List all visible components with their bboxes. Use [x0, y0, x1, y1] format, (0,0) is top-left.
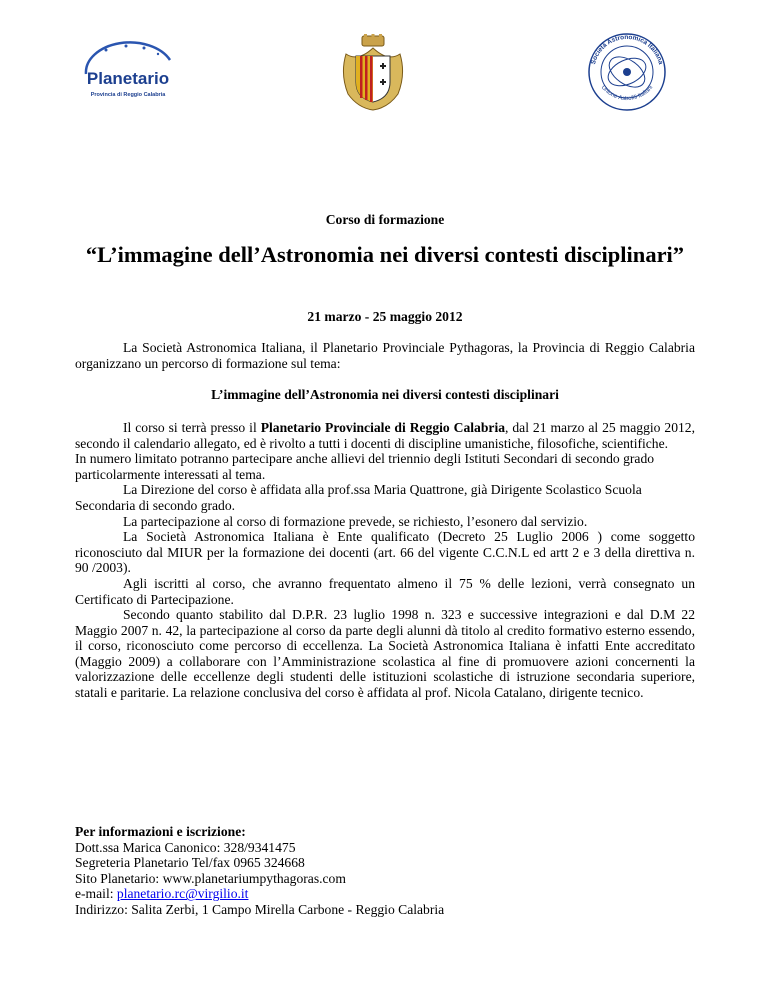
planetario-logo-text: Planetario [86, 69, 170, 88]
document-title: “L’immagine dell’Astronomia nei diversi contesti disciplinari” [85, 241, 685, 267]
paragraph-direction: La Direzione del corso è affidata alla prof.ssa Maria Quattrone, già Dirigente Scolastico Scuola Secondaria di secondo grado. [75, 482, 642, 513]
paragraph-certificate: Agli iscritti al corso, che avranno frequentato almeno il 75 % delle lezioni, verrà consegnato un Certificato di Partecipazione. [75, 575, 695, 607]
course-topic: L’immagine dell’Astronomia nei diversi contesti disciplinari [211, 387, 559, 403]
contact-segreteria: Segreteria Planetario Tel/fax 0965 324668 [75, 855, 305, 871]
intro-paragraph: La Società Astronomica Italiana, il Planetario Provinciale Pythagoras, la Provincia di Reggio Calabria organizzano un percorso di formazione sul tema: [75, 340, 695, 371]
document-subtitle: Corso di formazione [325, 212, 445, 227]
sait-logo-text-top: Società Astronomica Italiana [589, 33, 665, 66]
planetario-logo-subtext: Provincia di Reggio Calabria [90, 92, 166, 98]
course-dates: 21 marzo - 25 maggio 2012 [307, 308, 463, 324]
svg-text:Unione Astrofili Italiani [600, 85, 654, 102]
contact-website: Sito Planetario: www.planetariumpythagoras.com [75, 870, 346, 886]
paragraph-qualification: La Società Astronomica Italiana è Ente qualificato (Decreto 25 Luglio 2006 ) come soggetto riconosciuto dal MIUR per la formazione dei docenti (art. 66 del vigente C.C.N.L ed artt 2 e 3 della direttiva n. 90 /2003). [75, 529, 695, 576]
paragraph-credit: Secondo quanto stabilito dal D.P.R. 23 luglio 1998 n. 323 e successive integrazioni e dal D.M 22 Maggio 2007 n. 42, la partecipazione al corso da parte degli alunni dà titolo al credito formativo esterno essendo, il corso, riconosciuto come percorso di eccellenza. La Società Astronomica Italiana è infatti Ente accreditato (Maggio 2009) a collaborare con l’Amministrazione scolastica al fine di promuovere azioni concernenti la valorizzazione delle eccellenze degli studenti delle istituzioni scolastiche di istruzione secondaria superiore, statali e paritarie. La relazione conclusiva del corso è affidata al prof. Nicola Catalano, dirigente tecnico. [75, 607, 695, 701]
sait-logo-text-bottom: Unione Astrofili Italiani [599, 84, 655, 103]
email-label: e-mail: [75, 886, 117, 902]
email-link[interactable]: planetario.rc@virgilio.it [116, 886, 249, 902]
svg-text:Società Astronomica Italiana [590, 34, 664, 66]
planetario-location-bold: Planetario Provinciale di Reggio Calabria [260, 419, 506, 435]
paragraph-exemption: La partecipazione al corso di formazione prevede, se richiesto, l’esonero dal servizio. [123, 513, 588, 529]
paragraph-location-post: , dal 21 marzo al 25 maggio 2012, secondo il calendario allegato, ed è rivolto a tutti i docenti di discipline umanistiche, filosofiche, scientifiche. [75, 419, 695, 451]
contacts-heading: Per informazioni e iscrizione: [75, 824, 246, 839]
header-logos [0, 30, 768, 110]
paragraph-location-pre: Il corso si terrà presso il [123, 419, 261, 435]
coat-of-arms-icon [338, 34, 408, 112]
paragraph-students: In numero limitato potranno partecipare anche allievi del triennio degli Istituti Secondari di secondo grado particolarmente interessati al tema. [75, 451, 655, 482]
contact-address: Indirizzo: Salita Zerbi, 1 Campo Mirella Carbone - Reggio Calabria [75, 901, 445, 917]
paragraph-location [75, 420, 695, 451]
contact-email-line [75, 886, 695, 902]
planetario-logo [78, 40, 178, 106]
societa-astronomica-logo [582, 32, 672, 112]
contacts-section [75, 824, 695, 918]
contact-canonico: Dott.ssa Marica Canonico: 328/9341475 [75, 839, 296, 855]
document-body [75, 212, 695, 701]
